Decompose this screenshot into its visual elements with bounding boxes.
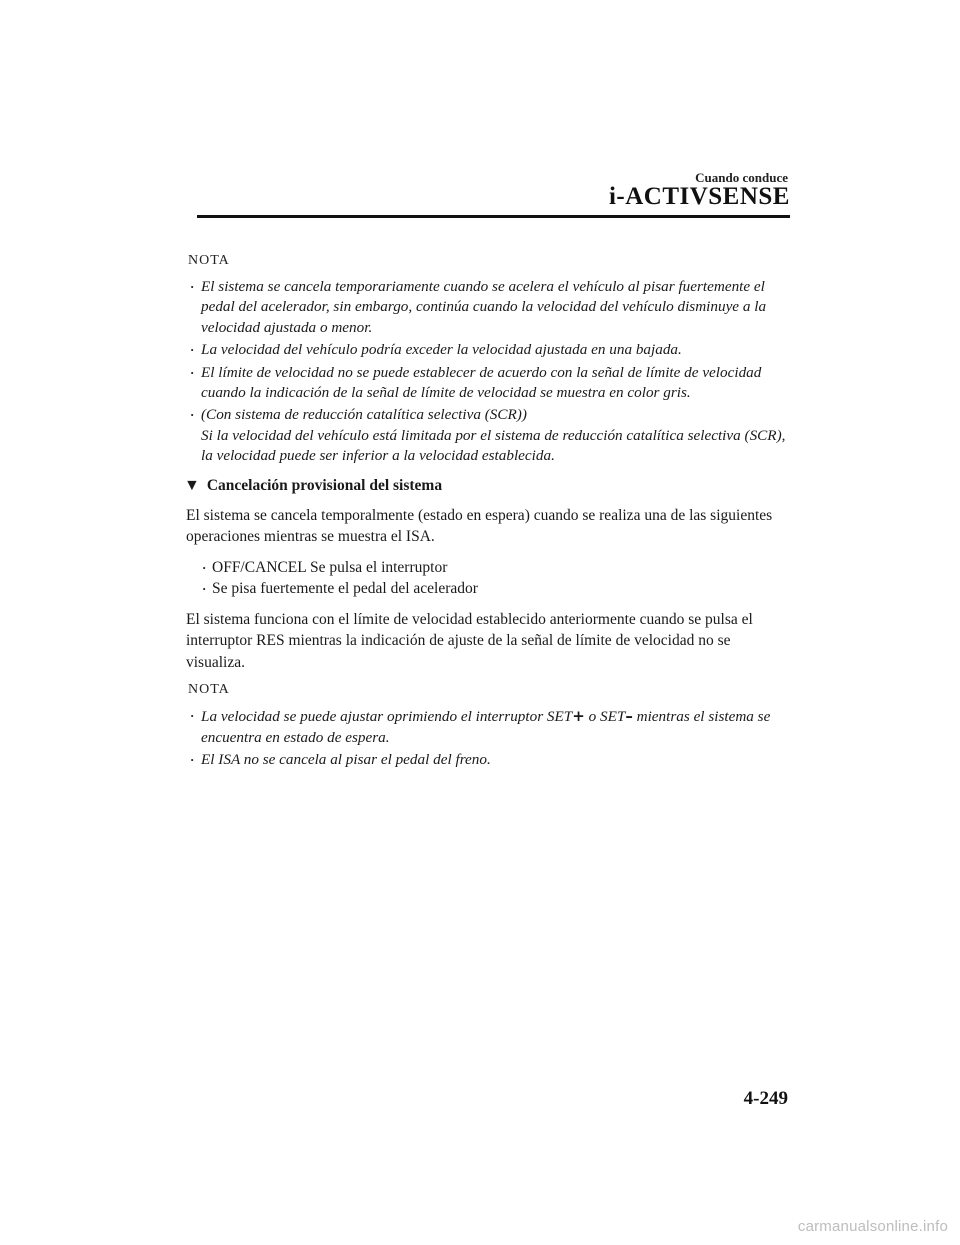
watermark: carmanualsonline.info xyxy=(797,1218,948,1235)
list-item-text: Se pisa fuertemente el pedal del acelerador xyxy=(212,580,478,598)
list-item-text: OFF/CANCEL Se pulsa el interruptor xyxy=(212,558,448,576)
list-item xyxy=(186,557,790,579)
note-text: o SET xyxy=(584,708,626,726)
nota-list xyxy=(186,277,790,467)
note-text: La velocidad se puede ajustar oprimiendo el interruptor SET xyxy=(201,708,573,726)
running-header-title: i-ACTIVSENSE xyxy=(608,183,790,210)
note-text: mientras el sistema se encuentra en estado de espera. xyxy=(201,708,771,746)
nota-label: NOTA xyxy=(188,682,230,698)
bullet-dot-icon: · xyxy=(190,751,195,767)
note-text: (Con sistema de reducción catalítica selectiva (SCR)) xyxy=(201,406,527,424)
bullet-dot-icon: · xyxy=(190,364,195,380)
page-content xyxy=(186,253,790,780)
nota-list xyxy=(186,706,790,770)
note-item xyxy=(186,750,790,770)
bullet-dot-icon: · xyxy=(190,708,195,724)
triangle-down-icon: ▼ xyxy=(184,476,200,494)
nota-label: NOTA xyxy=(188,253,230,268)
page-number: 4-249 xyxy=(743,1088,788,1109)
section-after: El sistema funciona con el límite de velocidad establecido anteriormente cuando se pulsa el interruptor RES mientras la indicación de ajuste de la señal de límite de velocidad no se visualiza. xyxy=(186,610,753,671)
plus-icon: + xyxy=(572,707,585,726)
note-item xyxy=(186,277,790,338)
note-item xyxy=(186,405,790,466)
note-text: El sistema se cancela temporariamente cuando se acelera el vehículo al pisar fuertemente el pedal del acelerador, sin embargo, continúa cuando la velocidad del vehículo disminuye a la velocidad ajustada o menor. xyxy=(201,278,767,336)
note-item xyxy=(186,363,790,404)
bullet-dot-icon: · xyxy=(190,407,195,423)
note-text: El límite de velocidad no se puede establecer de acuerdo con la señal de límite de velocidad cuando la indicación de la señal de límite de velocidad se muestra en color gris. xyxy=(201,363,762,402)
section-heading-text: Cancelación provisional del sistema xyxy=(206,476,443,494)
list-item xyxy=(186,578,790,600)
header-rule xyxy=(197,215,790,218)
bullet-dot-icon: · xyxy=(190,342,195,358)
section-heading xyxy=(184,477,790,495)
section-intro: El sistema se cancela temporalmente (estado en espera) cuando se realiza una de las siguientes operaciones mientras se muestra el ISA. xyxy=(186,506,773,546)
bullet-dot-icon: · xyxy=(202,559,207,575)
bullet-dot-icon: · xyxy=(190,279,195,294)
operations-list xyxy=(186,557,790,600)
minus-icon: – xyxy=(625,707,633,726)
note-item xyxy=(186,706,790,748)
bullet-dot-icon: · xyxy=(202,581,207,597)
note-text: El ISA no se cancela al pisar el pedal del freno. xyxy=(201,750,491,768)
note-text-continued: Si la velocidad del vehículo está limitada por el sistema de reducción catalítica selectiva (SCR), la velocidad puede ser inferior a la velocidad establecida. xyxy=(201,426,786,465)
note-item xyxy=(186,340,790,360)
running-header-kicker: Cuando conduce xyxy=(695,170,788,185)
note-text: La velocidad del vehículo podría exceder la velocidad ajustada en una bajada. xyxy=(201,341,682,359)
